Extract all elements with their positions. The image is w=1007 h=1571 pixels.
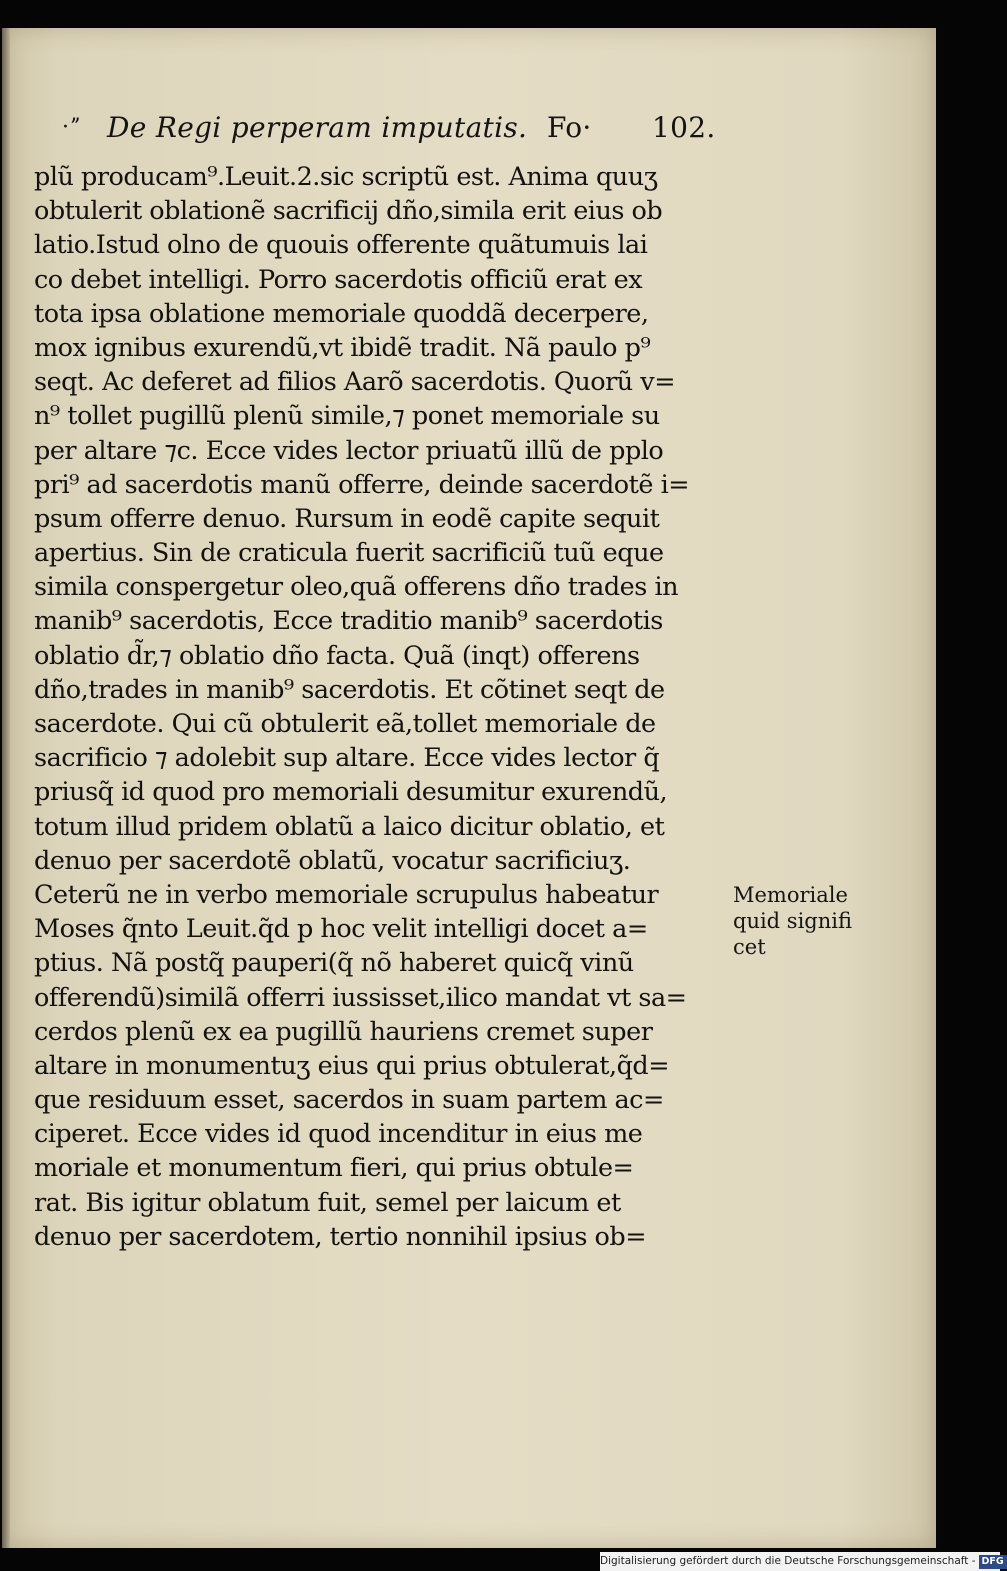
dfg-logo: DFG [979,1555,1007,1569]
page-gutter [2,28,10,1548]
text-line: manib⁹ sacerdotis, Ecce traditio manib⁹ sacerdotis [34,606,663,637]
running-head [62,108,722,148]
text-line: seqt. Ac deferet ad filios Aarõ sacerdotis. Quorũ v= [34,367,676,398]
text-line: que residuum esset, sacerdos in suam partem ac= [34,1085,664,1116]
marginal-note-line: Memoriale [733,883,848,907]
text-line: per altare ⁊c. Ecce vides lector priuatũ illũ de pplo [34,435,664,466]
text-line: apertius. Sin de craticula fuerit sacrificiũ tuũ eque [34,538,664,569]
running-head-title: De Regi perperam imputatis. [107,111,528,144]
running-head-mark: ·ˮ [62,115,81,140]
text-line: denuo per sacerdotẽ oblatũ, vocatur sacrificiuʒ. [34,845,631,876]
text-line: ptius. Nã postq̃ pauperi(q̃ nõ haberet quicq̃ vinũ [34,948,634,979]
text-line: tota ipsa oblatione memoriale quoddã decerpere, [34,298,649,329]
text-line: plũ producam⁹.Leuit.2.sic scriptũ est. Anima quuʒ [34,162,658,192]
folio-label: Fo· [547,111,592,144]
text-line: denuo per sacerdotem, tertio nonnihil ipsius ob= [34,1221,647,1252]
text-line: n⁹ tollet pugillũ plenũ simile,⁊ ponet memoriale su [34,401,660,432]
text-line: sacerdote. Qui cũ obtulerit eã,tollet memoriale de [34,709,656,739]
text-line: pri⁹ ad sacerdotis manũ offerre, deinde sacerdotẽ i= [34,469,690,500]
text-line: simila conspergetur oleo,quã offerens dño trades in [34,572,679,603]
text-line: co debet intelligi. Porro sacerdotis officiũ erat ex [34,264,643,295]
text-line: totum illud pridem oblatũ a laico dicitur oblatio, et [34,811,665,842]
text-line: priusq̃ id quod pro memoriali desumitur exurendũ, [34,777,668,808]
marginal-note-line: quid signifi [733,909,852,933]
text-line: ciperet. Ecce vides id quod incenditur in eius me [34,1119,643,1150]
text-line: Moses q̃nto Leuit.q̃d p hoc velit intelligi docet a= [34,914,648,945]
text-line: cerdos plenũ ex ea pugillũ hauriens cremet super [34,1016,653,1047]
marginal-note-line: cet [733,935,766,959]
text-line: sacrificio ⁊ adolebit sup altare. Ecce vides lector q̃ [34,743,660,774]
body-text [34,160,734,1254]
folio-number: 102. [652,111,716,144]
text-line: moriale et monumentum fieri, qui prius obtule= [34,1153,634,1184]
text-line: mox ignibus exurendũ,vt ibidẽ tradit. Nã paulo p⁹ [34,332,651,363]
text-line: offerendũ)similã offerri iussisset,ilico mandat vt sa= [34,982,687,1013]
text-line: rat. Bis igitur oblatum fuit, semel per laicum et [34,1187,621,1218]
text-line: oblatio d̃r,⁊ oblatio dño facta. Quã (inqt) offerens [34,640,640,671]
text-line: Ceterũ ne in verbo memoriale scrupulus habeatur [34,879,659,910]
marginal-note [733,882,913,960]
text-line: altare in monumentuʒ eius qui prius obtulerat,q̃d= [34,1050,670,1081]
text-line: obtulerit oblationẽ sacrificij dño,simila erit eius ob [34,196,663,227]
digitization-credit [600,1552,1004,1571]
text-line: dño,trades in manib⁹ sacerdotis. Et cõtinet seqt de [34,674,665,705]
text-line: psum offerre denuo. Rursum in eodẽ capite sequit [34,503,660,534]
credit-text: Digitalisierung gefördert durch die Deutsche Forschungsgemeinschaft - [600,1555,976,1567]
text-line: latio.Istud olno de quouis offerente quãtumuis lai [34,230,648,261]
